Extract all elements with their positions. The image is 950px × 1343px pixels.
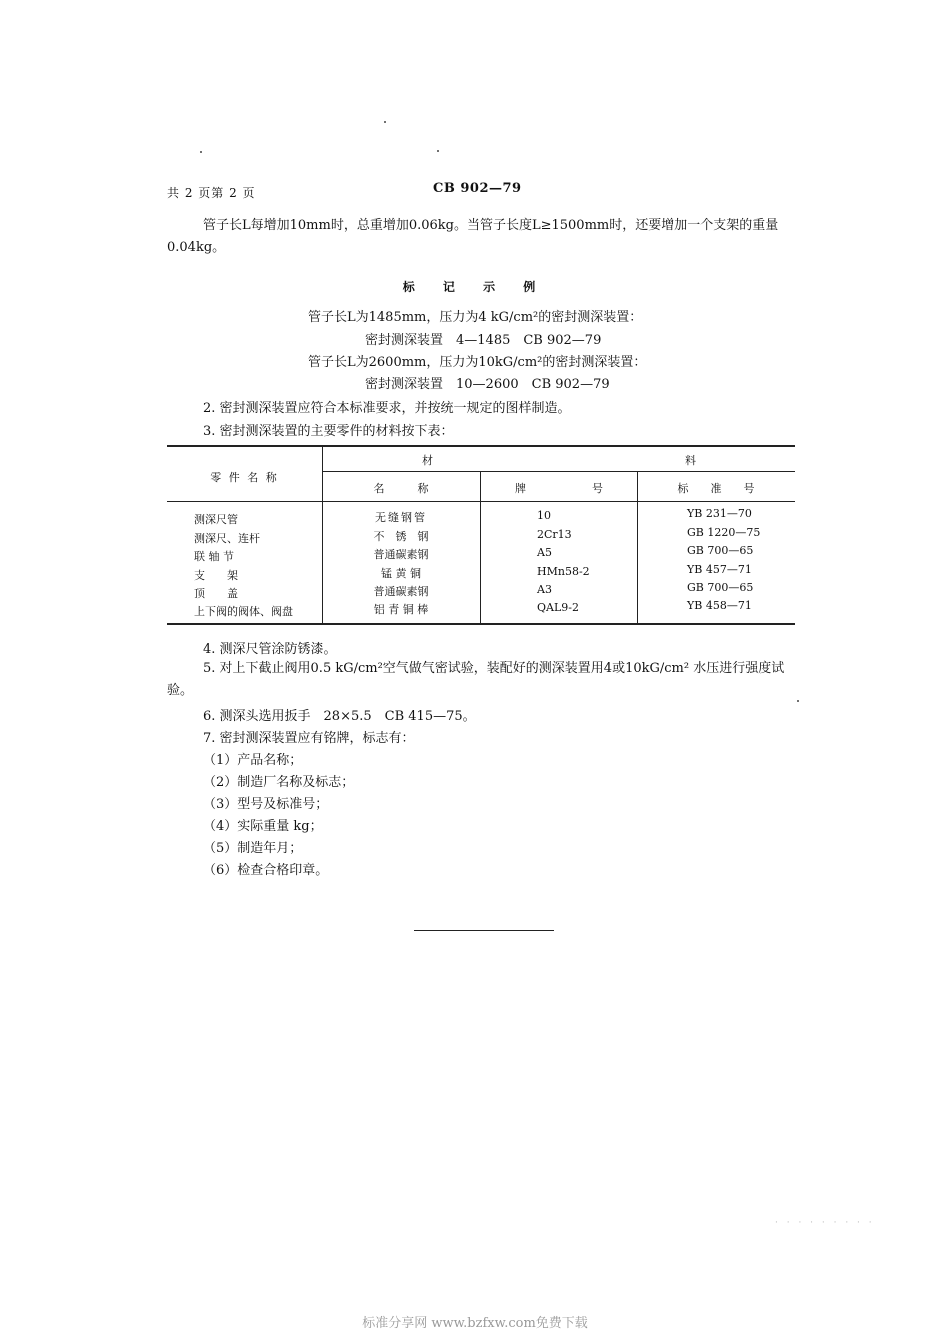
- marking-example-title: 标 记 示 例: [402, 280, 548, 294]
- table-cell-standard: GB 700—65: [687, 544, 754, 557]
- scan-speck: [384, 121, 386, 123]
- table-cell-part: 支 架: [194, 569, 238, 582]
- table-cell-standard: YB 231—70: [687, 507, 752, 520]
- table-cell-part: 测深尺管: [194, 513, 238, 526]
- footer-watermark: 标准分享网 www.bzfxw.com免费下载: [362, 1316, 588, 1331]
- end-separator-line: [414, 930, 554, 931]
- materials-table: [167, 445, 795, 625]
- table-cell-part: 测深尺、连杆: [194, 532, 260, 545]
- table-cell-standard: GB 1220—75: [687, 526, 761, 539]
- clause-5: 5. 对上下截止阀用0.5 kG/cm²空气做气密试验，装配好的测深装置用4或10kG/cm² 水压进行强度试验。: [167, 661, 785, 698]
- nameplate-item: （4）实际重量 kg；: [203, 819, 323, 834]
- header-part-name: 零 件 名 称: [210, 471, 279, 484]
- scan-speck: [797, 700, 799, 702]
- marking-example-line-4: 密封测深装置 10—2600 CB 902—79: [365, 377, 610, 392]
- table-cell-grade: QAL9-2: [537, 601, 579, 614]
- table-cell-material: 普通碳素钢: [373, 548, 429, 561]
- table-cell-standard: YB 458—71: [687, 599, 752, 612]
- table-cell-grade: A3: [537, 583, 552, 596]
- table-cell-grade: A5: [537, 546, 552, 559]
- header-grade-right: 号: [592, 482, 603, 495]
- table-top-rule: [167, 445, 795, 447]
- table-cell-grade: 10: [537, 509, 551, 522]
- table-cell-material: 无缝钢管: [375, 511, 427, 524]
- table-cell-standard: YB 457—71: [687, 563, 752, 576]
- table-cell-part: 上下阀的阀体、阀盘: [194, 605, 293, 618]
- table-cell-part: 顶 盖: [194, 587, 238, 600]
- clause-2: 2. 密封测深装置应符合本标准要求，并按统一规定的图样制造。: [203, 401, 571, 416]
- nameplate-item: （1）产品名称；: [203, 753, 303, 768]
- nameplate-item: （6）检查合格印章。: [203, 863, 329, 878]
- table-cell-standard: GB 700—65: [687, 581, 754, 594]
- clause-6: 6. 测深头选用扳手 28×5.5 CB 415—75。: [203, 709, 476, 724]
- header-grade-left: 牌: [515, 482, 526, 495]
- scan-speck: [437, 150, 439, 152]
- marking-example-line-3: 管子长L为2600mm，压力为10kG/cm²的密封测深装置：: [308, 355, 647, 370]
- standard-code: CB 902—79: [433, 181, 522, 196]
- intro-paragraph: 管子长L每增加10mm时，总重增加0.06kg。当管子长度L≥1500mm时，还要增加一个支架的重量0.04kg。: [167, 218, 779, 255]
- table-cell-grade: HMn58-2: [537, 565, 590, 578]
- table-cell-grade: 2Cr13: [537, 528, 572, 541]
- header-material-right: 料: [685, 454, 696, 467]
- header-material-name: 名 称: [373, 482, 429, 495]
- table-header-bottom-rule: [167, 501, 795, 502]
- table-cell-part: 联 轴 节: [194, 550, 234, 563]
- marking-example-line-1: 管子长L为1485mm，压力为4 kG/cm²的密封测深装置：: [308, 310, 643, 325]
- nameplate-item: （2）制造厂名称及标志；: [203, 775, 355, 790]
- scan-noise-dots: · · · · · · · · ·: [775, 1218, 875, 1228]
- table-header-mid-rule: [322, 471, 795, 472]
- table-bottom-rule: [167, 623, 795, 625]
- marking-example-line-2: 密封测深装置 4—1485 CB 902—79: [365, 333, 602, 348]
- nameplate-item: （3）型号及标准号；: [203, 797, 329, 812]
- nameplate-item: （5）制造年月；: [203, 841, 303, 856]
- table-cell-material: 不 锈 钢: [373, 530, 429, 543]
- header-standard-no: 标 准 号: [677, 482, 755, 495]
- page-info: 共 2 页第 2 页: [167, 186, 256, 200]
- clause-3: 3. 密封测深装置的主要零件的材料按下表：: [203, 424, 454, 439]
- table-cell-material: 普通碳素钢: [373, 585, 429, 598]
- table-cell-material: 锰 黄 铜: [381, 567, 421, 580]
- header-material-left: 材: [422, 454, 433, 467]
- clause-4: 4. 测深尺管涂防锈漆。: [203, 642, 337, 657]
- table-cell-material: 铝 青 铜 棒: [373, 603, 429, 616]
- table-col-divider: [480, 471, 481, 624]
- scan-speck: [200, 151, 202, 153]
- clause-7: 7. 密封测深装置应有铭牌，标志有：: [203, 731, 415, 746]
